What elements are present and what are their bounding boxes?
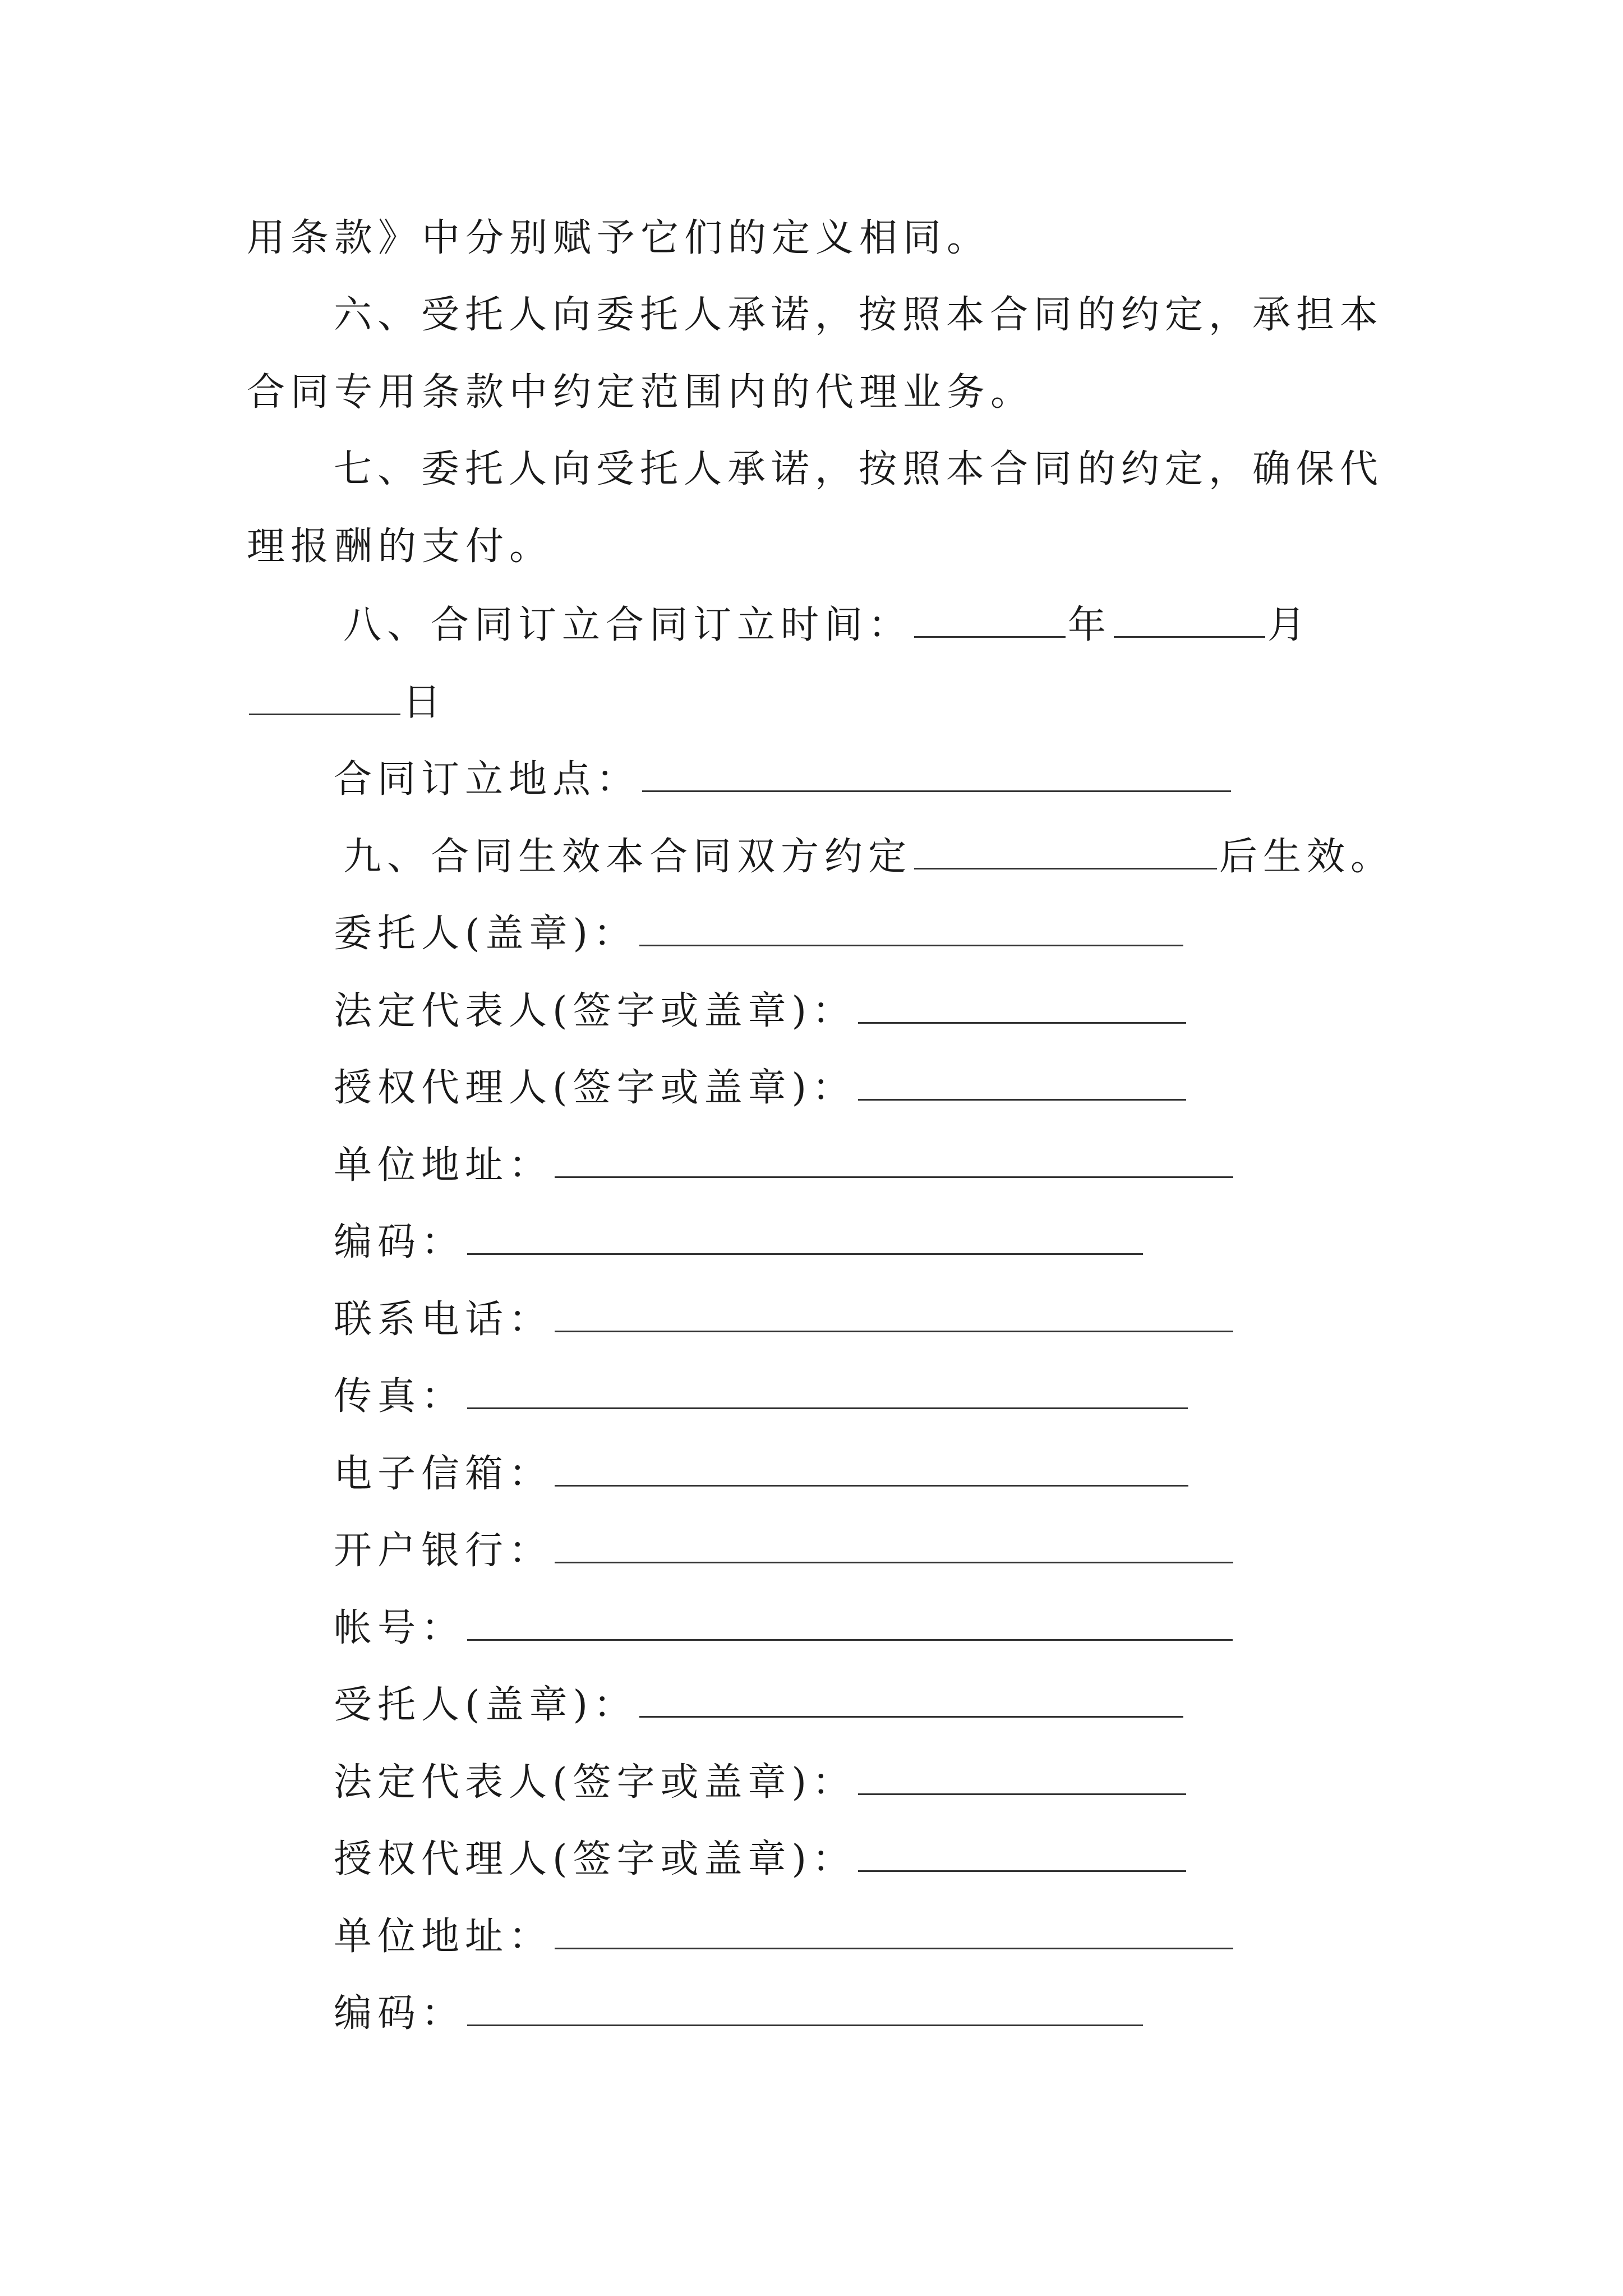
principal-phone: 联系电话：: [334, 1296, 1235, 1342]
agent-party-postcode: 编码：: [334, 1990, 1145, 2036]
principal-postcode: 编码：: [334, 1218, 1145, 1265]
paragraph-6-cont: 合同专用条款中约定范围内的代理业务。: [247, 370, 1035, 415]
agent-party-postcode-blank[interactable]: [467, 1990, 1143, 2026]
month-blank[interactable]: [1114, 601, 1265, 638]
principal-address-blank[interactable]: [555, 1142, 1233, 1178]
principal-account: 帐号：: [334, 1604, 1235, 1651]
agent-party-seal-blank[interactable]: [639, 1681, 1183, 1718]
clause-8-day: 日: [247, 679, 446, 725]
principal-agent: 授权代理人(签字或盖章)：: [334, 1064, 1188, 1111]
agent-party-legal-rep-blank[interactable]: [858, 1759, 1186, 1795]
agent-party-address: 单位地址：: [334, 1913, 1235, 1959]
principal-address: 单位地址：: [334, 1142, 1235, 1188]
day-blank[interactable]: [249, 679, 400, 715]
principal-email: 电子信箱：: [334, 1450, 1191, 1497]
paragraph-7-cont: 理报酬的支付。: [247, 524, 554, 569]
principal-bank: 开户银行：: [334, 1527, 1235, 1573]
principal-seal-blank[interactable]: [639, 910, 1183, 946]
agent-party-legal-rep: 法定代表人(签字或盖章)：: [334, 1759, 1188, 1805]
principal-phone-blank[interactable]: [555, 1296, 1233, 1332]
paragraph-5-tail: 用条款》中分别赋予它们的定义相同。: [247, 216, 991, 260]
principal-fax-blank[interactable]: [467, 1373, 1188, 1409]
place-blank[interactable]: [642, 756, 1231, 792]
agent-party-address-blank[interactable]: [555, 1913, 1233, 1949]
principal-fax: 传真：: [334, 1373, 1190, 1419]
agent-party-agent-blank[interactable]: [858, 1835, 1186, 1872]
clause-9: 九、合同生效本合同双方约定 后生效。: [343, 833, 1394, 880]
principal-postcode-blank[interactable]: [467, 1218, 1143, 1255]
principal-seal: 委托人(盖章)：: [334, 910, 1186, 956]
principal-bank-blank[interactable]: [555, 1527, 1233, 1563]
principal-email-blank[interactable]: [555, 1450, 1188, 1487]
effective-condition-blank[interactable]: [914, 833, 1217, 869]
principal-legal-rep-blank[interactable]: [858, 987, 1186, 1024]
agent-party-agent: 授权代理人(签字或盖章)：: [334, 1835, 1188, 1882]
paragraph-7: 七、委托人向受托人承诺，按照本合同的约定，确保代: [334, 447, 1384, 491]
principal-account-blank[interactable]: [467, 1604, 1233, 1641]
principal-legal-rep: 法定代表人(签字或盖章)：: [334, 987, 1188, 1034]
principal-agent-blank[interactable]: [858, 1064, 1186, 1101]
paragraph-6: 六、受托人向委托人承诺，按照本合同的约定，承担本: [334, 293, 1384, 337]
agent-party-seal: 受托人(盖章)：: [334, 1681, 1186, 1728]
clause-8-place: 合同订立地点：: [334, 756, 1233, 802]
year-blank[interactable]: [914, 601, 1066, 638]
clause-8-time: 八、合同订立合同订立时间： 年 月: [343, 601, 1311, 648]
